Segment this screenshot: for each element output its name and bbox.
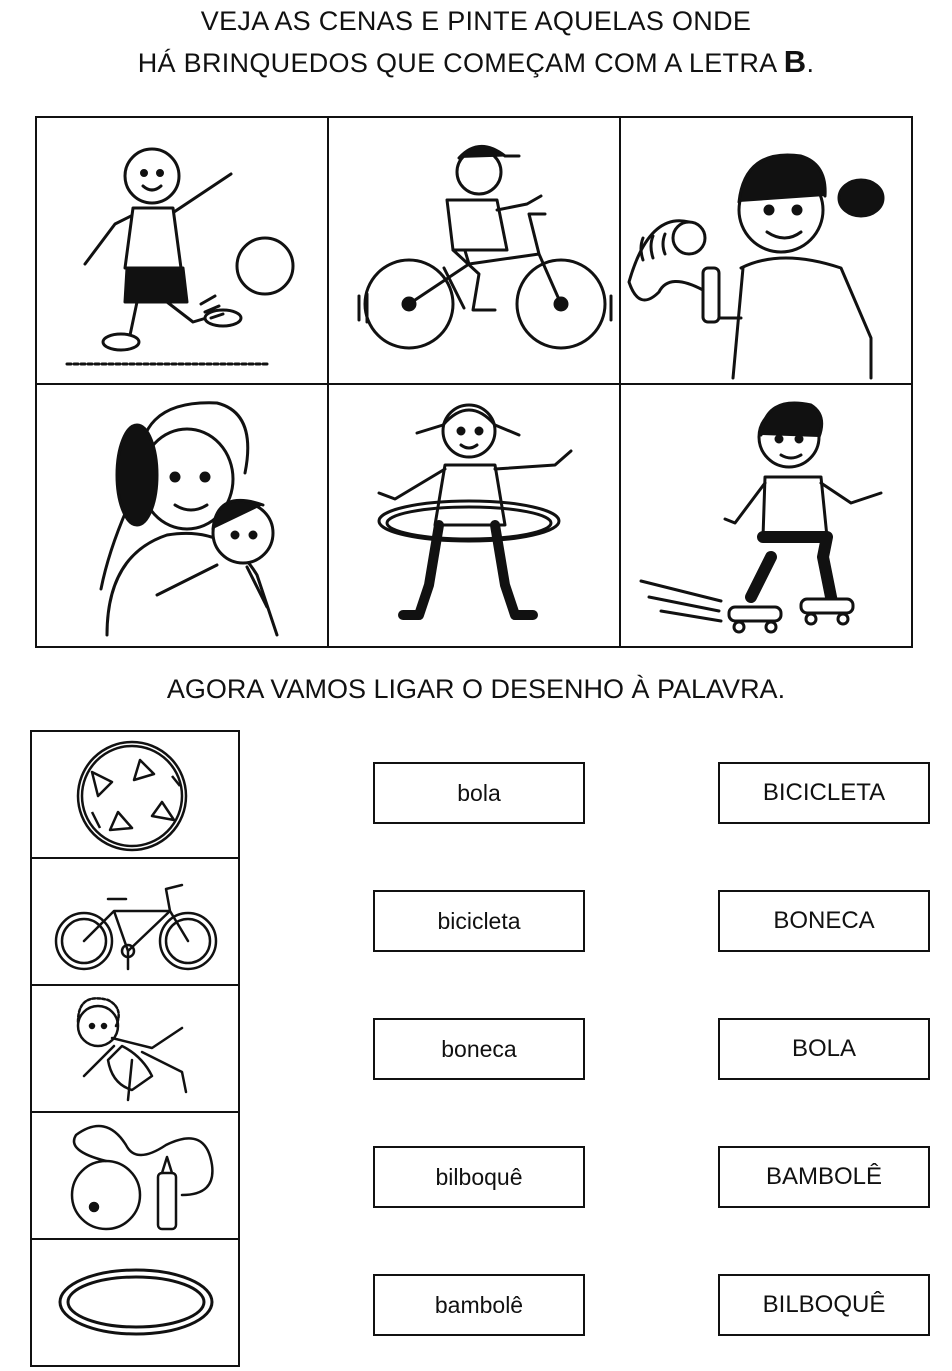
uppercase-word-box[interactable]: BAMBOLÊ [718, 1146, 930, 1208]
bicycle-icon [32, 859, 238, 986]
hoop-icon [32, 1240, 238, 1365]
lowercase-word-box[interactable]: boneca [373, 1018, 585, 1080]
uppercase-word-box[interactable]: BOLA [718, 1018, 930, 1080]
doll-icon [32, 986, 238, 1113]
boy-kicking-ball-icon[interactable] [37, 118, 327, 382]
picture-column [30, 730, 240, 1367]
bilboque-icon [32, 1113, 238, 1240]
girl-playing-bilboque-icon[interactable] [621, 118, 911, 382]
girl-hula-hoop-icon[interactable] [329, 385, 619, 649]
boy-roller-skating-icon[interactable] [621, 385, 911, 649]
boy-riding-bicycle-icon[interactable] [329, 118, 619, 382]
instruction-line-1: VEJA AS CENAS E PINTE AQUELAS ONDE [200, 6, 752, 36]
scenes-grid [35, 116, 913, 648]
lowercase-word-box[interactable]: bambolê [373, 1274, 585, 1336]
girl-holding-doll-icon[interactable] [37, 385, 327, 649]
ball-icon [32, 732, 238, 859]
highlight-letter: B [783, 44, 807, 79]
uppercase-word-box[interactable]: BONECA [718, 890, 930, 952]
uppercase-word-box[interactable]: BICICLETA [718, 762, 930, 824]
instruction-period: . [806, 48, 815, 78]
lowercase-word-box[interactable]: bola [373, 762, 585, 824]
instruction-line-2 [0, 44, 952, 80]
lowercase-word-box[interactable]: bilboquê [373, 1146, 585, 1208]
matching-title: AGORA VAMOS LIGAR O DESENHO À PALAVRA. [166, 674, 786, 704]
lowercase-word-box[interactable]: bicicleta [373, 890, 585, 952]
uppercase-word-box[interactable]: BILBOQUÊ [718, 1274, 930, 1336]
instruction-line-2-text: HÁ BRINQUEDOS QUE COMEÇAM COM A LETRA [137, 48, 784, 78]
